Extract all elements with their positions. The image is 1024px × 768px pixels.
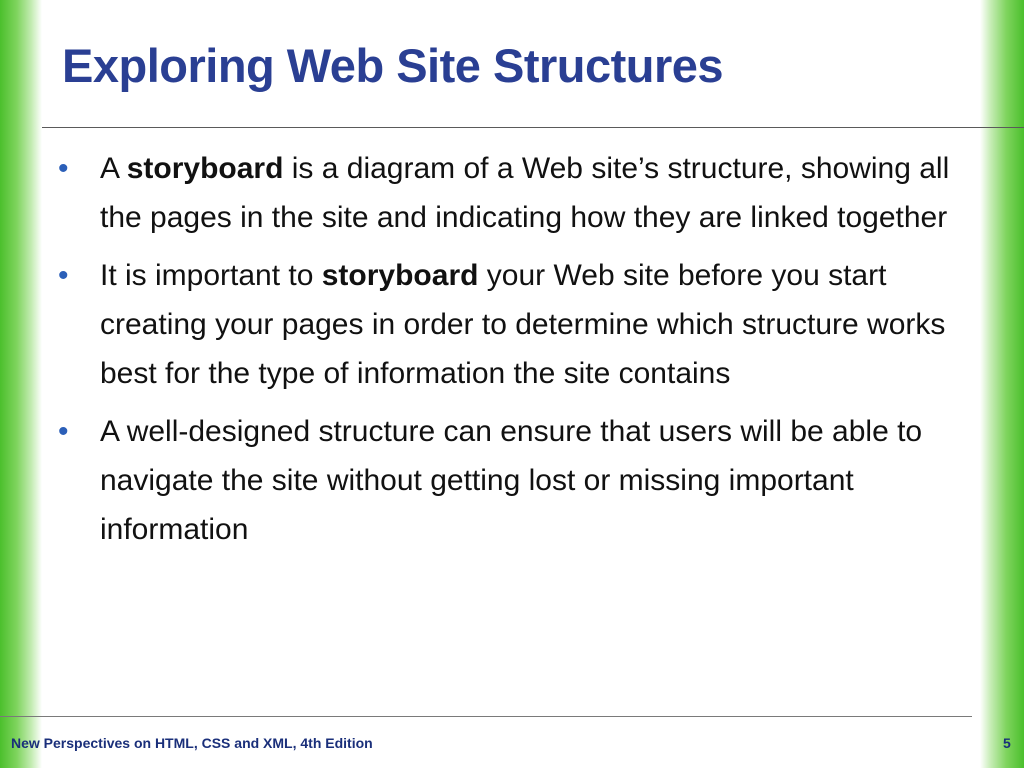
footer-divider (0, 716, 972, 717)
bullet-item (56, 407, 956, 554)
footer-caption: New Perspectives on HTML, CSS and XML, 4th Edition (11, 735, 373, 751)
bullet-marker: • (58, 259, 69, 292)
right-accent-bar (980, 0, 1024, 768)
slide-title: Exploring Web Site Structures (62, 39, 724, 92)
bullet-text: A well-designed structure can ensure that users will be able to navigate the site without getting lost or missing important information (100, 415, 923, 546)
bold-term: storyboard (321, 259, 479, 292)
page-number: 5 (1003, 735, 1011, 751)
bullet-item (56, 251, 956, 398)
title-divider (42, 127, 1024, 128)
bullet-marker: • (58, 152, 69, 185)
bullet-item (56, 144, 956, 242)
bullet-text: It is important to storyboard your Web site before you start creating your pages in order to determine which structure works best for the type of information the site contains (100, 259, 946, 390)
left-accent-bar (0, 0, 42, 768)
bullet-text: A storyboard is a diagram of a Web site’s structure, showing all the pages in the site and indicating how they are linked together (100, 152, 950, 234)
bullet-list (56, 144, 956, 563)
bold-term: storyboard (126, 152, 284, 185)
bullet-marker: • (58, 415, 69, 448)
